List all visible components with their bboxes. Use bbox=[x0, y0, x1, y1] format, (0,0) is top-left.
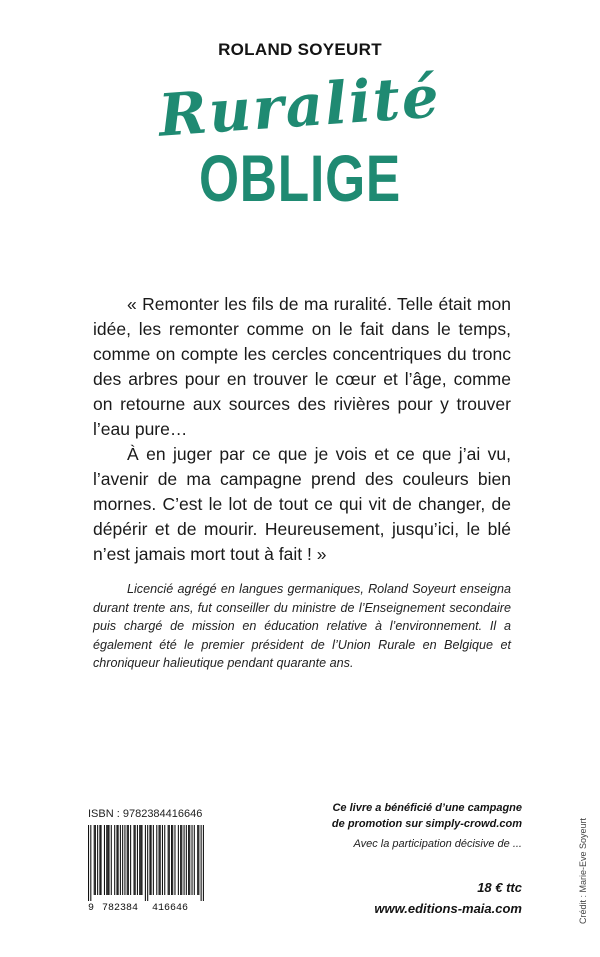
promo-line-2: de promotion sur simply-crowd.com bbox=[331, 818, 522, 830]
barcode-digits-left: 782384 bbox=[102, 903, 139, 914]
barcode-bar bbox=[189, 825, 190, 895]
barcode-bar bbox=[135, 825, 136, 895]
barcode-digit-first: 9 bbox=[88, 903, 95, 914]
book-title-script: Ruralité bbox=[156, 62, 443, 150]
back-cover-quote bbox=[93, 292, 511, 567]
participation-note: Avec la participation décisive de ... bbox=[353, 838, 522, 850]
barcode-bar bbox=[188, 825, 189, 895]
author-bio-text: Licencié agrégé en langues germaniques, Roland Soyeurt enseigna durant trente ans, fut conseiller du ministre de l’Enseignement secondaire puis chargé de mission en éducation relative à l’environnement. Il a également été le premier président de l’Union Rurale en Belgique et chroniqueur halieutique pendant quarante ans. bbox=[93, 582, 511, 670]
isbn-label: ISBN : 9782384416646 bbox=[88, 808, 203, 820]
barcode-bar bbox=[127, 825, 128, 895]
barcode-bar bbox=[130, 825, 131, 895]
barcode-bar bbox=[145, 825, 146, 901]
barcode bbox=[88, 825, 204, 915]
barcode-bar bbox=[139, 825, 140, 895]
barcode-bars-icon bbox=[88, 825, 204, 901]
barcode-bar bbox=[95, 825, 96, 895]
barcode-bar bbox=[171, 825, 172, 895]
barcode-bar bbox=[106, 825, 107, 895]
barcode-bar bbox=[162, 825, 163, 895]
barcode-bar bbox=[94, 825, 95, 895]
barcode-bar bbox=[108, 825, 109, 895]
barcode-bar bbox=[111, 825, 112, 895]
barcode-bar bbox=[184, 825, 185, 895]
quote-paragraph-2: À en juger par ce que je vois et ce que j’ai vu, l’avenir de ma campagne prend des couleurs bien mornes. C’est le lot de tout ce qui vit de changer, de dépérir et de mourir. Heureusement, jusqu’ici, le blé n’est jamais mort tout à fait ! » bbox=[93, 444, 511, 564]
barcode-bar bbox=[172, 825, 173, 895]
barcode-bar bbox=[99, 825, 100, 895]
barcode-bar bbox=[124, 825, 125, 895]
barcode-bar bbox=[107, 825, 108, 895]
barcode-bar bbox=[160, 825, 161, 895]
barcode-bar bbox=[90, 825, 91, 901]
barcode-bar bbox=[159, 825, 160, 895]
barcode-bar bbox=[197, 825, 198, 895]
barcode-bar bbox=[120, 825, 121, 895]
barcode-bar bbox=[191, 825, 192, 895]
barcode-bar bbox=[201, 825, 202, 901]
barcode-bar bbox=[88, 825, 89, 901]
barcode-bar bbox=[101, 825, 102, 895]
publisher-website: www.editions-maia.com bbox=[374, 901, 522, 916]
barcode-bar bbox=[116, 825, 117, 895]
barcode-bar bbox=[97, 825, 98, 895]
barcode-bar bbox=[203, 825, 204, 901]
barcode-bar bbox=[153, 825, 154, 895]
barcode-bar bbox=[169, 825, 170, 895]
barcode-bar bbox=[128, 825, 129, 895]
barcode-bar bbox=[122, 825, 123, 895]
barcode-bar bbox=[140, 825, 141, 895]
price: 18 € ttc bbox=[477, 880, 522, 895]
barcode-bar bbox=[174, 825, 175, 895]
promo-notice bbox=[300, 800, 522, 832]
barcode-bar bbox=[104, 825, 105, 895]
barcode-bar bbox=[198, 825, 199, 895]
barcode-bar bbox=[137, 825, 138, 895]
quote-paragraph-1: « Remonter les fils de ma ruralité. Telle était mon idée, les remonter comme on le fait dans le temps, comme on compte les cercles concentriques du tronc des arbres pour en trouver le cœur et l’âge, comme on retourne aux sources des rivières pour y trouver l’eau pure… bbox=[93, 294, 511, 439]
barcode-bar bbox=[141, 825, 142, 895]
barcode-bar bbox=[181, 825, 182, 895]
barcode-bar bbox=[168, 825, 169, 895]
barcode-bar bbox=[114, 825, 115, 895]
promo-line-1: Ce livre a bénéficié d’une campagne bbox=[332, 802, 522, 814]
barcode-bar bbox=[194, 825, 195, 895]
barcode-bar bbox=[156, 825, 157, 895]
barcode-bar bbox=[164, 825, 165, 895]
barcode-bar bbox=[180, 825, 181, 895]
barcode-bar bbox=[133, 825, 134, 895]
barcode-bar bbox=[118, 825, 119, 895]
author-name: ROLAND SOYEURT bbox=[218, 40, 382, 59]
book-title-block: OBLIGE bbox=[198, 141, 402, 215]
barcode-digits-right: 416646 bbox=[152, 903, 189, 914]
barcode-bar bbox=[147, 825, 148, 901]
barcode-bar bbox=[151, 825, 152, 895]
photo-credit: Crédit : Marie-Eve Soyeurt bbox=[578, 817, 588, 924]
barcode-bar bbox=[186, 825, 187, 895]
barcode-bar bbox=[178, 825, 179, 895]
barcode-bar bbox=[149, 825, 150, 895]
author-bio bbox=[93, 580, 511, 673]
